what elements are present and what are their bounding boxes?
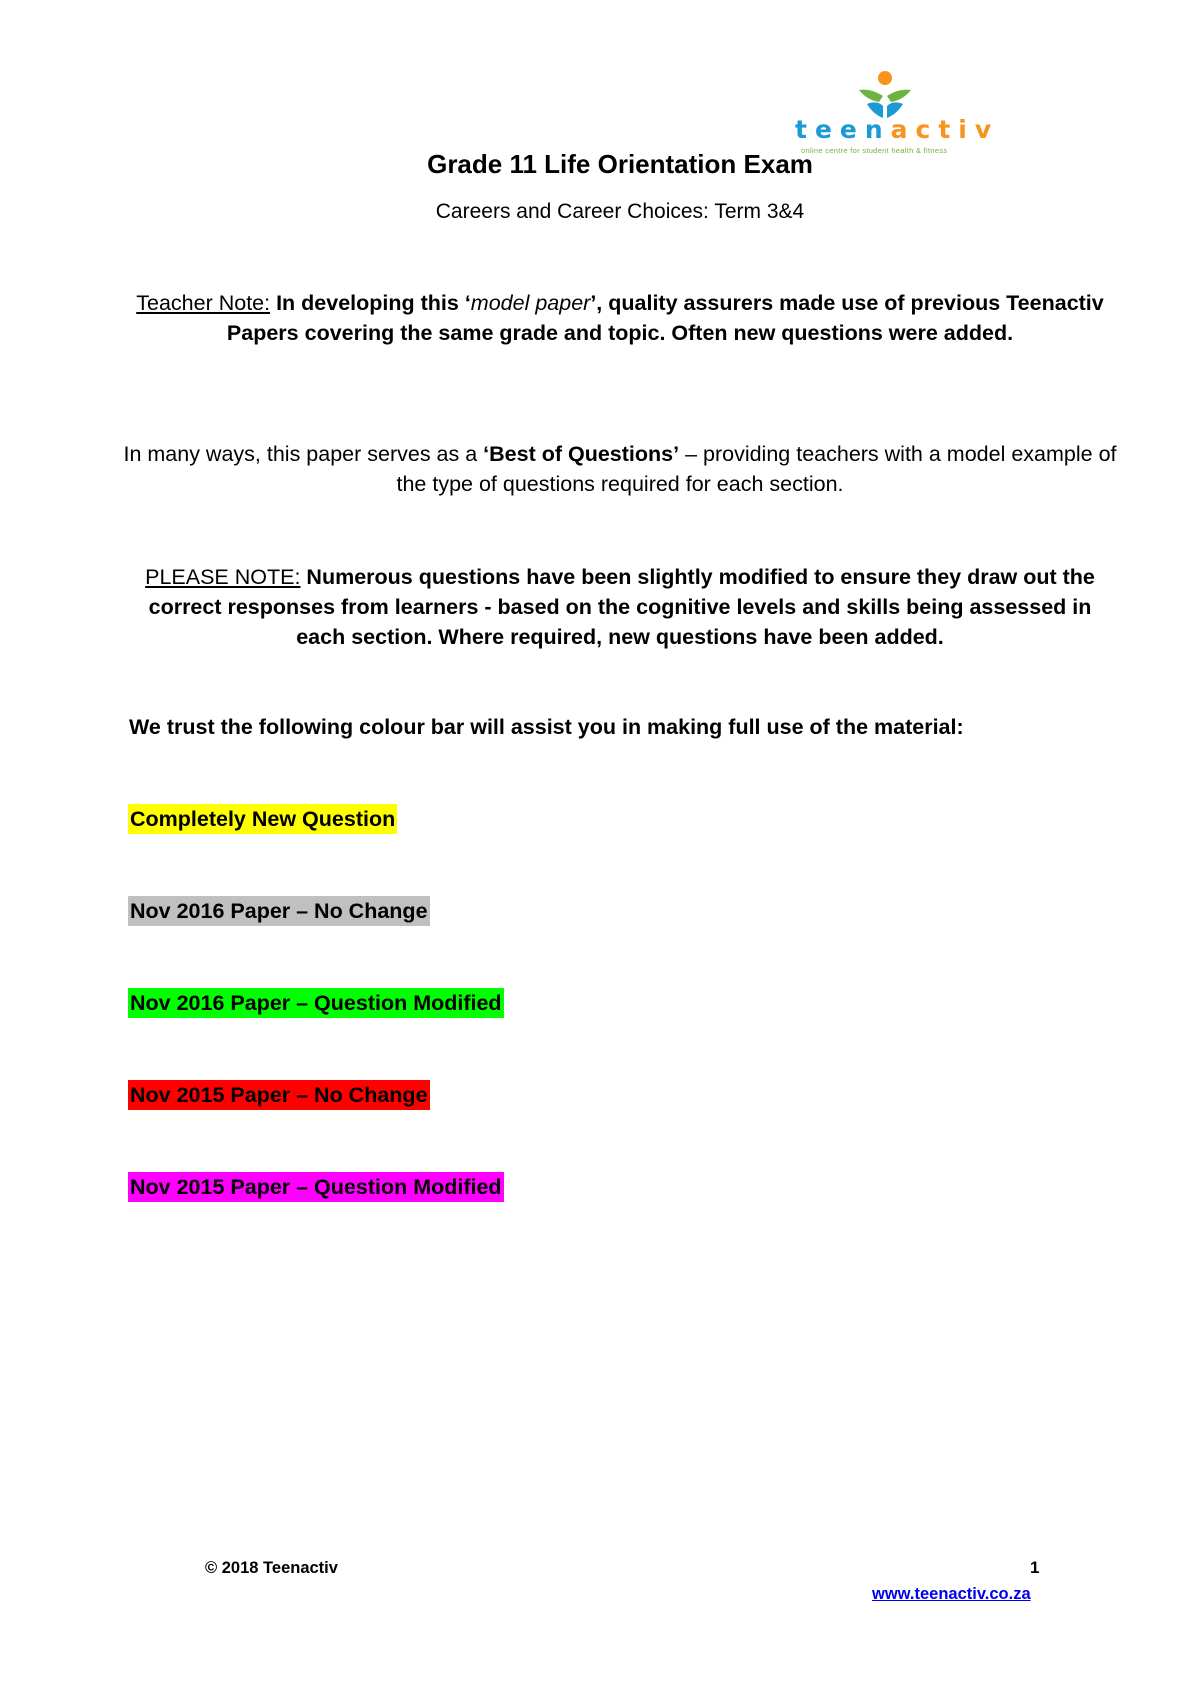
please-note-label: PLEASE NOTE: bbox=[145, 565, 301, 589]
page-subtitle: Careers and Career Choices: Term 3&4 bbox=[435, 200, 805, 223]
model-paper-emphasis: model paper bbox=[470, 291, 591, 315]
footer-website-link[interactable]: www.teenactiv.co.za bbox=[872, 1585, 1031, 1603]
logo-wordmark: teenactiv bbox=[795, 115, 1000, 144]
legend-item-new-question: Completely New Question bbox=[128, 804, 397, 834]
legend-item-2016-no-change: Nov 2016 Paper – No Change bbox=[128, 896, 430, 926]
please-note-paragraph: PLEASE NOTE: Numerous questions have been slightly modified to ensure they draw out the correct responses from learners - based on the cognitive levels and skills being assessed in each section. Where required, new questions have been added. bbox=[145, 565, 1095, 649]
teenactiv-logo bbox=[795, 70, 1015, 160]
footer-copyright: © 2018 Teenactiv bbox=[205, 1559, 338, 1577]
best-of-paragraph: In many ways, this paper serves as a ‘Best of Questions’ – providing teachers with a model example of the type of questions required for each section. bbox=[123, 442, 1117, 496]
teacher-note-label: Teacher Note: bbox=[136, 291, 271, 315]
legend-item-2016-modified: Nov 2016 Paper – Question Modified bbox=[128, 988, 504, 1018]
page-title: Grade 11 Life Orientation Exam bbox=[427, 149, 813, 179]
teacher-note-paragraph: Teacher Note: In developing this ‘model paper’, quality assurers made use of previous Teenactiv Papers covering the same grade and topic. Often new questions were added. bbox=[136, 291, 1104, 345]
legend-item-2015-modified: Nov 2015 Paper – Question Modified bbox=[128, 1172, 504, 1202]
legend-item-2015-no-change: Nov 2015 Paper – No Change bbox=[128, 1080, 430, 1110]
colour-bar-intro: We trust the following colour bar will assist you in making full use of the material: bbox=[129, 715, 964, 739]
figure-logo-icon bbox=[855, 70, 915, 120]
logo-tagline: online centre for student health & fitness bbox=[801, 146, 948, 155]
page-number: 1 bbox=[1030, 1558, 1040, 1577]
best-of-questions-emphasis: ‘Best of Questions’ bbox=[483, 442, 680, 466]
